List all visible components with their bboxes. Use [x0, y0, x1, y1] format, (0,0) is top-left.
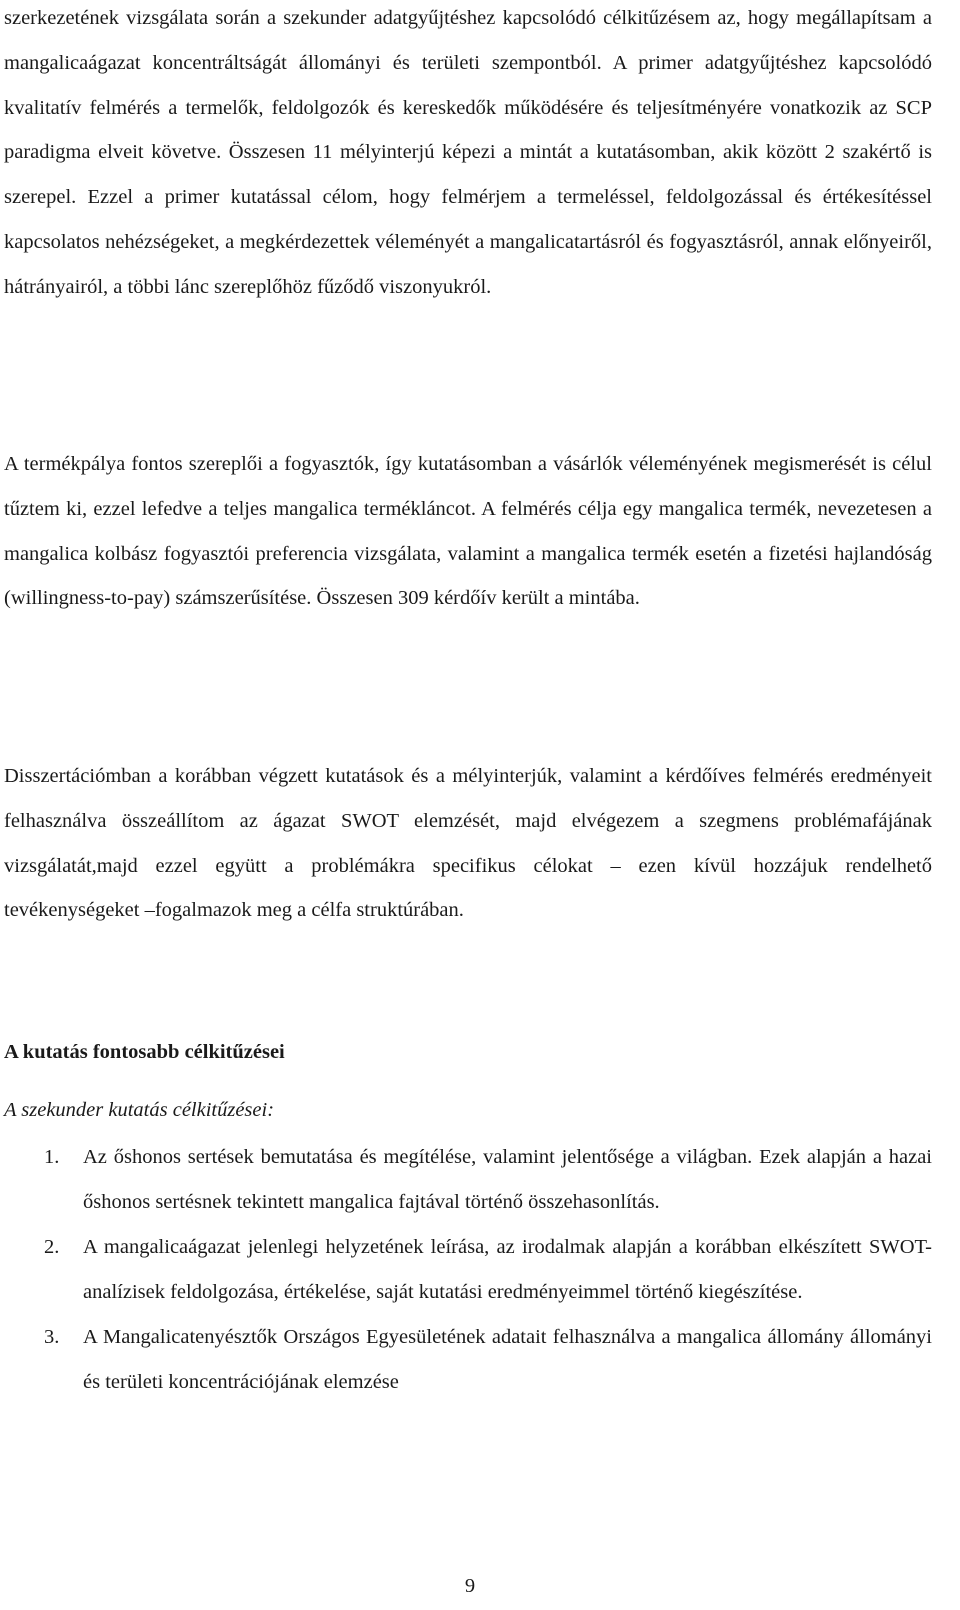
list-item — [4, 1225, 932, 1315]
list-item — [4, 1135, 932, 1225]
page-number: 9 — [464, 1575, 476, 1597]
section-heading: A kutatás fontosabb célkitűzései — [4, 1041, 285, 1063]
paragraph-swot: Disszertációmban a korábban végzett kutatások és a mélyinterjúk, valamint a kérdőíves felmérés eredményeit felhasználva összeállítom az ágazat SWOT elemzését, majd elvégezem a szegmens problémafájának vizsgálatát,majd ezzel együtt a problémákra specifikus célokat – ezen kívül hozzájuk rendelhető tevékenységeket –fogalmazok meg a célfa struktúrában. — [4, 765, 932, 922]
list-item-number: 2. — [44, 1236, 60, 1258]
list-item-number: 3. — [44, 1326, 60, 1348]
list-item-number: 1. — [44, 1146, 60, 1168]
paragraph-methodology: szerkezetének vizsgálata során a szekunder adatgyűjtéshez kapcsolódó célkitűzésem az, hogy megállapítsam a mangalicaágazat koncentráltságát állományi és területi szempontból. A primer adatgyűjtéshez kapcsolódó kvalitatív felmérés a termelők, feldolgozók és kereskedők működésére és teljesítményére vonatkozik az SCP paradigma elveit követve. Összesen 11 mélyinterjú képezi a mintát a kutatásomban, akik között 2 szakértő is szerepel. Ezzel a primer kutatással célom, hogy felmérjem a termeléssel, feldolgozással és értékesítéssel kapcsolatos nehézségeket, a megkérdezettek véleményét a mangalicatartásról és fogyasztásról, annak előnyeiről, hátrányairól, a többi lánc szereplőhöz fűződő viszonyukról. — [4, 7, 932, 298]
list-item-text: Az őshonos sertések bemutatása és megítélése, valamint jelentősége a világban. Ezek alapján a hazai őshonos sertésnek tekintett mangalica fajtával történő összehasonlítás. — [83, 1146, 932, 1213]
list-item-text: A mangalicaágazat jelenlegi helyzetének leírása, az irodalmak alapján a korábban elkészített SWOT-analízisek feldolgozása, értékelése, saját kutatási eredményeimmel történő kiegészítése. — [83, 1236, 932, 1303]
list-item — [4, 1315, 932, 1405]
list-item-text: A Mangalicatenyésztők Országos Egyesületének adatait felhasználva a mangalica állomány állományi és területi koncentrációjának elemzése — [83, 1326, 932, 1393]
paragraph-consumers: A termékpálya fontos szereplői a fogyasztók, így kutatásomban a vásárlók véleményének megismerését is célul tűztem ki, ezzel lefedve a teljes mangalica termékláncot. A felmérés célja egy mangalica termék, nevezetesen a mangalica kolbász fogyasztói preferencia vizsgálata, valamint a mangalica termék esetén a fizetési hajlandóság (willingness-to-pay) számszerűsítése. Összesen 309 kérdőív került a mintába. — [4, 453, 932, 610]
section-subheading: A szekunder kutatás célkitűzései: — [4, 1099, 275, 1121]
objectives-list — [4, 1135, 932, 1405]
